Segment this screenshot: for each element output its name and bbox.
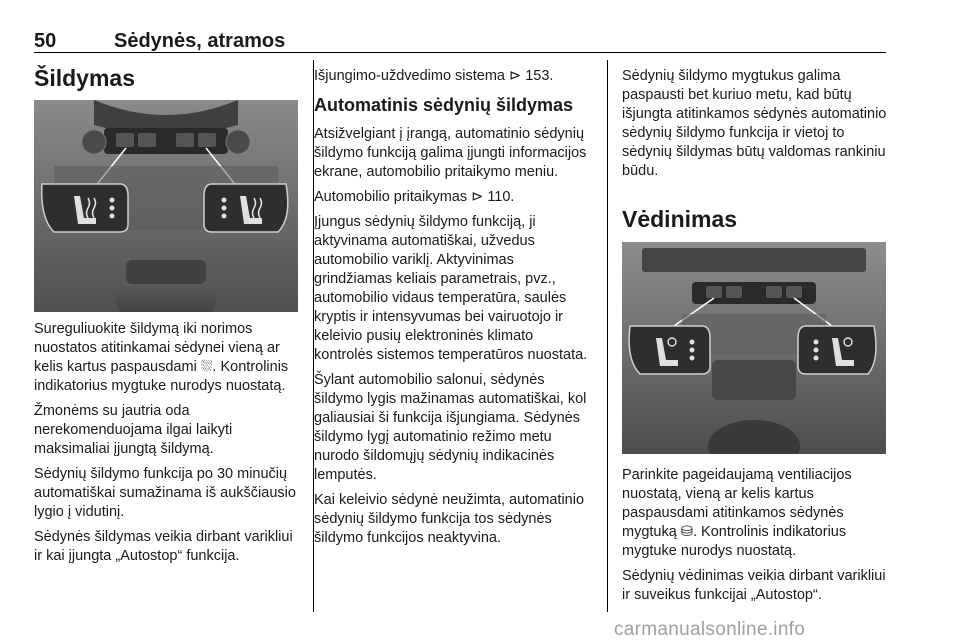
paragraph: Parinkite pageidaujamą ventiliacijos nuostatą, vieną ar kelis kartus paspausdami atitinkamos sėdynės mygtuką ⛁. Kontrolinis indikatorius mygtuke nurodys nuostatą. bbox=[622, 467, 852, 559]
column-left bbox=[34, 60, 298, 566]
column-right bbox=[622, 60, 890, 605]
heading-heating: Šildymas bbox=[34, 65, 135, 91]
paragraph: Atsižvelgiant į įrangą, automatinio sėdynių šildymo funkciją galima įjungti informacijos ekrane, automobilio pritaikymo meniu. bbox=[314, 126, 587, 180]
dashboard-illustration bbox=[34, 100, 298, 312]
paragraph: Kai keleivio sėdynė neužimta, automatinio sėdynių šildymo funkcija tos sėdynės šildymo funkcijos neaktyvina. bbox=[314, 492, 585, 546]
paragraph: Žmonėms su jautria oda nerekomenduojama ilgai laikyti maksimaliai įjungtą šildymą. bbox=[34, 403, 233, 457]
paragraph: Šylant automobilio salonui, sėdynės šildymo lygis mažinamas automatiškai, kol galiausiai ši funkcija išjungiama. Sėdynės šildymo lygį automatinio režimo metu nurodo šildomųjų sėdynių indikacinės lemputės. bbox=[314, 372, 587, 483]
paragraph: Sureguliuokite šildymą iki norimos nuostatos atitinkamai sėdynei vieną ar kelis kartus paspausdami ⛆. Kontrolinis indikatorius mygtuke nurodys nuostatą. bbox=[34, 321, 289, 394]
heading-auto-seat-heating: Automatinis sėdynių šildymas bbox=[314, 95, 574, 115]
dashboard-illustration bbox=[622, 242, 886, 454]
paragraph: Automobilio pritaikymas ⊳ 110. bbox=[314, 189, 515, 205]
running-head: Sėdynės, atramos bbox=[114, 30, 286, 52]
column-divider-2 bbox=[607, 60, 608, 612]
paragraph: Sėdynės šildymas veikia dirbant varikliui ir kai įjungta „Autostop“ funkcija. bbox=[34, 529, 293, 564]
paragraph: Sėdynių vėdinimas veikia dirbant varikliui ir suveikus funkcijai „Autostop“. bbox=[622, 568, 886, 603]
figure-seat-heating-buttons bbox=[34, 100, 298, 312]
paragraph: Sėdynių šildymo mygtukus galima paspausti bet kuriuo metu, kad būtų išjungta atitinkamos sėdynės automatinio sėdynių šildymo funkcija ir vietoj to sėdynių šildymas būtų valdomas rankiniu būdu. bbox=[622, 68, 887, 179]
cross-reference-stop-start: Išjungimo-uždvedimo sistema ⊳ 153. bbox=[314, 68, 554, 84]
watermark: carmanualsonline.info bbox=[614, 619, 806, 640]
page-number: 50 bbox=[34, 30, 57, 52]
heating-text-block bbox=[34, 320, 298, 566]
heading-ventilation: Vėdinimas bbox=[622, 206, 738, 232]
paragraph: Įjungus sėdynių šildymo funkciją, ji aktyvinama automatiškai, užvedus automobilio variklį. Aktyvinimas grindžiamas keliais parametrais, pvz., automobilio vidaus temperatūra, saulės kryptis ir intensyvumas bei vairuotojo ir keleivio pusių elektroninės klimato kontrolės sistemos temperatūros nuostata. bbox=[314, 214, 588, 363]
column-middle bbox=[314, 60, 596, 548]
header-rule bbox=[34, 52, 886, 53]
figure-seat-ventilation-buttons bbox=[622, 242, 886, 454]
paragraph: Sėdynių šildymo funkcija po 30 minučių automatiškai sumažinama iš aukščiausio lygio į vidutinį. bbox=[34, 466, 296, 520]
